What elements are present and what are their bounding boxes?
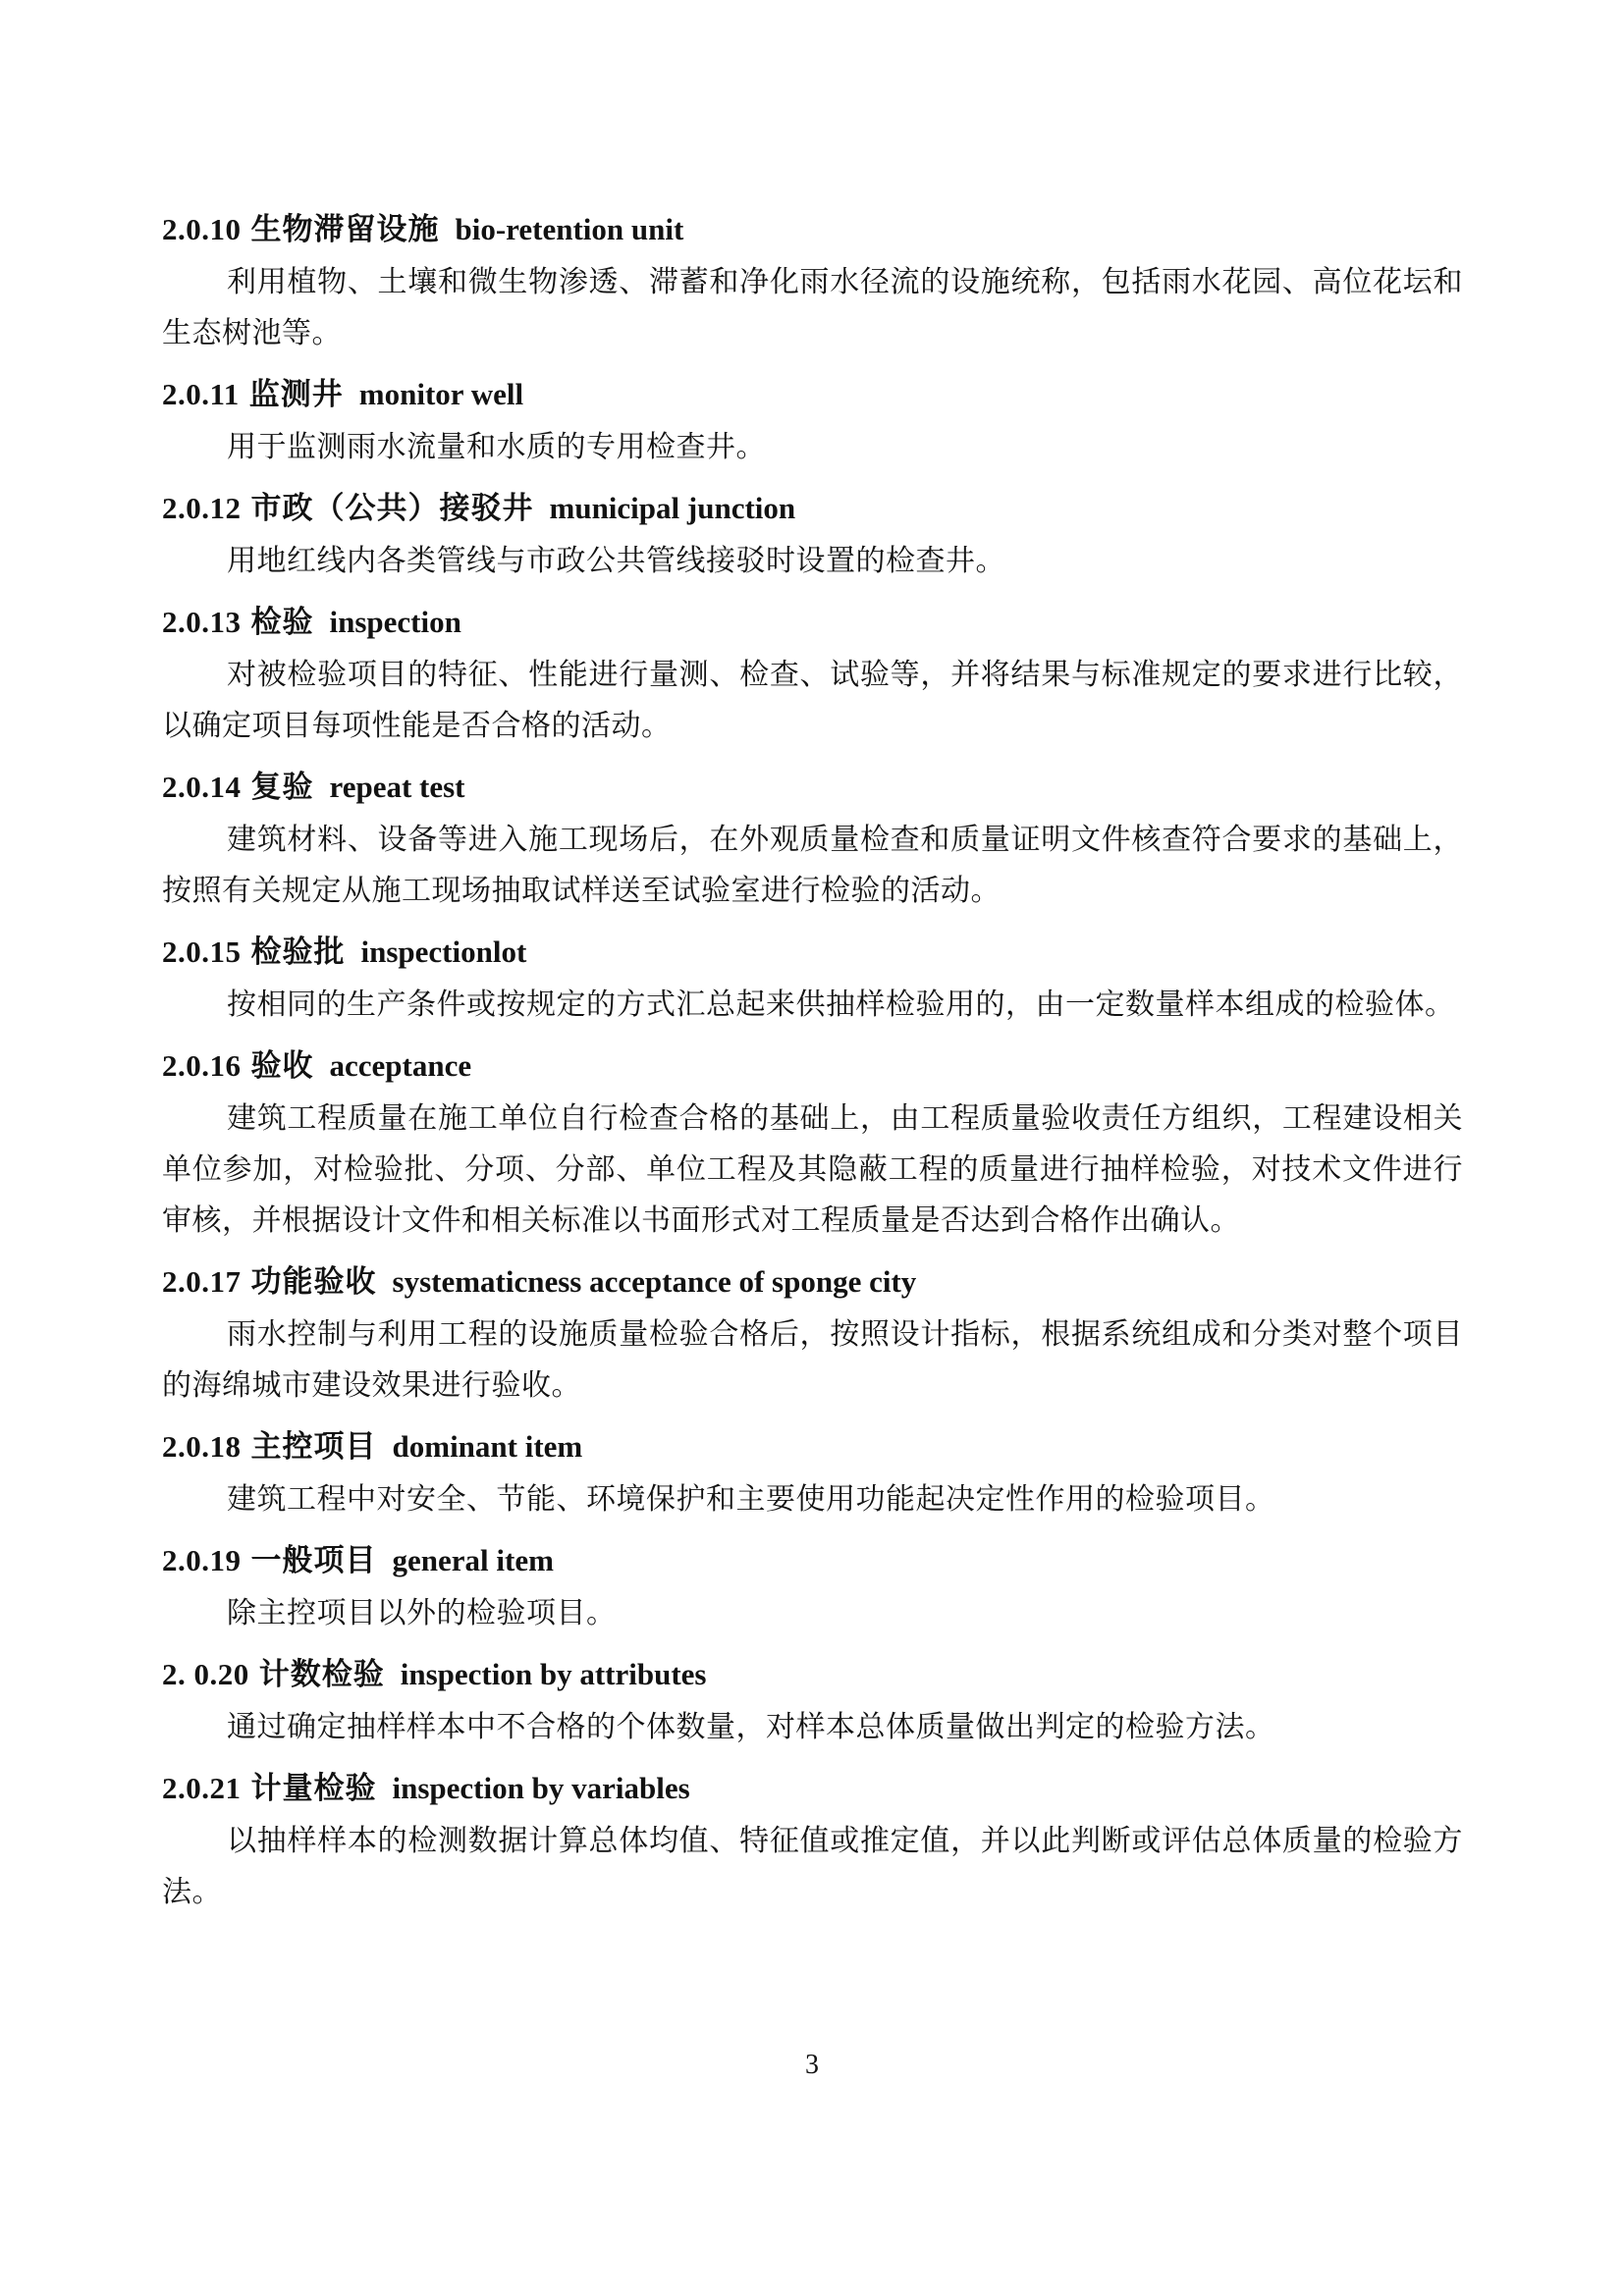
term-definition: 通过确定抽样样本中不合格的个体数量，对样本总体质量做出判定的检验方法。 — [227, 1711, 1275, 1743]
term-definition: 建筑工程中对安全、节能、环境保护和主要使用功能起决定性作用的检验项目。 — [227, 1483, 1275, 1516]
term-number: 2.0.10 — [162, 212, 242, 246]
term-definition: 用地红线内各类管线与市政公共管线接驳时设置的检查井。 — [227, 545, 1005, 577]
term-definition: 用于监测雨水流量和水质的专用检查井。 — [227, 431, 766, 463]
term-definition: 以抽样样本的检测数据计算总体均值、特征值或推定值，并以此判断或评估总体质量的检验方法。 — [162, 1825, 1463, 1908]
term-en: inspection by attributes — [400, 1657, 707, 1691]
term-en: municipal junction — [549, 491, 796, 525]
term-number: 2.0.12 — [162, 491, 242, 525]
term-zh: 一般项目 — [250, 1543, 377, 1577]
term-zh: 验收 — [250, 1048, 314, 1083]
term-section-2-0-19 — [162, 1535, 1463, 1639]
term-definition: 雨水控制与利用工程的设施质量检验合格后，按照设计指标，根据系统组成和分类对整个项目的海绵城市建设效果进行验收。 — [162, 1318, 1463, 1402]
term-section-2-0-16 — [162, 1041, 1463, 1247]
term-heading — [162, 204, 1463, 255]
term-en: bio-retention unit — [455, 212, 684, 246]
term-definition: 建筑材料、设备等进入施工现场后，在外观质量检查和质量证明文件核查符合要求的基础上，按照有关规定从施工现场抽取试样送至试验室进行检验的活动。 — [162, 824, 1463, 907]
term-definition: 对被检验项目的特征、性能进行量测、检查、试验等，并将结果与标准规定的要求进行比较，以确定项目每项性能是否合格的活动。 — [162, 659, 1463, 742]
term-heading — [162, 483, 1463, 534]
term-heading — [162, 1649, 1463, 1700]
term-number: 2.0.21 — [162, 1771, 242, 1805]
term-heading — [162, 927, 1463, 978]
term-en: inspectionlot — [360, 934, 527, 969]
term-en: inspection by variables — [392, 1771, 690, 1805]
term-section-2-0-20 — [162, 1649, 1463, 1753]
term-zh: 计量检验 — [250, 1771, 377, 1805]
term-zh: 复验 — [250, 770, 314, 804]
term-section-2-0-17 — [162, 1256, 1463, 1412]
term-section-2-0-10 — [162, 204, 1463, 359]
term-zh: 检验 — [250, 605, 314, 639]
term-heading — [162, 1041, 1463, 1092]
term-number: 2.0.13 — [162, 605, 242, 639]
term-zh: 主控项目 — [250, 1429, 377, 1464]
term-zh: 计数检验 — [258, 1657, 385, 1691]
term-number: 2.0.19 — [162, 1543, 242, 1577]
term-section-2-0-15 — [162, 927, 1463, 1031]
term-definition: 按相同的生产条件或按规定的方式汇总起来供抽样检验用的，由一定数量样本组成的检验体。 — [227, 988, 1455, 1021]
term-heading — [162, 1421, 1463, 1472]
term-number: 2.0.14 — [162, 770, 242, 804]
term-section-2-0-21 — [162, 1763, 1463, 1918]
term-en: systematicness acceptance of sponge city — [392, 1264, 917, 1299]
term-zh: 生物滞留设施 — [250, 212, 440, 246]
term-definition: 建筑工程质量在施工单位自行检查合格的基础上，由工程质量验收责任方组织，工程建设相关单位参加，对检验批、分项、分部、单位工程及其隐蔽工程的质量进行抽样检验，对技术文件进行审核，并根据设计文件和相关标准以书面形式对工程质量是否达到合格作出确认。 — [162, 1102, 1463, 1237]
term-section-2-0-11 — [162, 369, 1463, 473]
term-en: inspection — [329, 605, 461, 639]
term-heading — [162, 1535, 1463, 1586]
term-section-2-0-14 — [162, 762, 1463, 917]
term-heading — [162, 1256, 1463, 1308]
term-en: general item — [392, 1543, 554, 1577]
term-en: dominant item — [392, 1429, 583, 1464]
term-zh: 市政（公共）接驳井 — [250, 491, 534, 525]
term-number: 2.0.11 — [162, 377, 240, 411]
term-number: 2.0.18 — [162, 1429, 242, 1464]
term-heading — [162, 369, 1463, 420]
term-number: 2.0.15 — [162, 934, 242, 969]
term-en: repeat test — [329, 770, 465, 804]
term-zh: 检验批 — [250, 934, 346, 969]
term-section-2-0-13 — [162, 597, 1463, 752]
term-definition: 除主控项目以外的检验项目。 — [227, 1597, 617, 1629]
term-heading — [162, 1763, 1463, 1814]
term-number: 2.0.16 — [162, 1048, 242, 1083]
term-definition: 利用植物、土壤和微生物渗透、滞蓄和净化雨水径流的设施统称，包括雨水花园、高位花坛和生态树池等。 — [162, 266, 1463, 349]
term-heading — [162, 597, 1463, 648]
term-section-2-0-18 — [162, 1421, 1463, 1525]
term-zh: 监测井 — [248, 377, 344, 411]
term-number: 2.0.17 — [162, 1264, 242, 1299]
term-number: 2. 0.20 — [162, 1657, 249, 1691]
term-zh: 功能验收 — [250, 1264, 377, 1299]
term-heading — [162, 762, 1463, 813]
term-section-2-0-12 — [162, 483, 1463, 587]
page-number: 3 — [805, 2050, 819, 2080]
term-en: monitor well — [358, 377, 524, 411]
term-en: acceptance — [329, 1048, 472, 1083]
